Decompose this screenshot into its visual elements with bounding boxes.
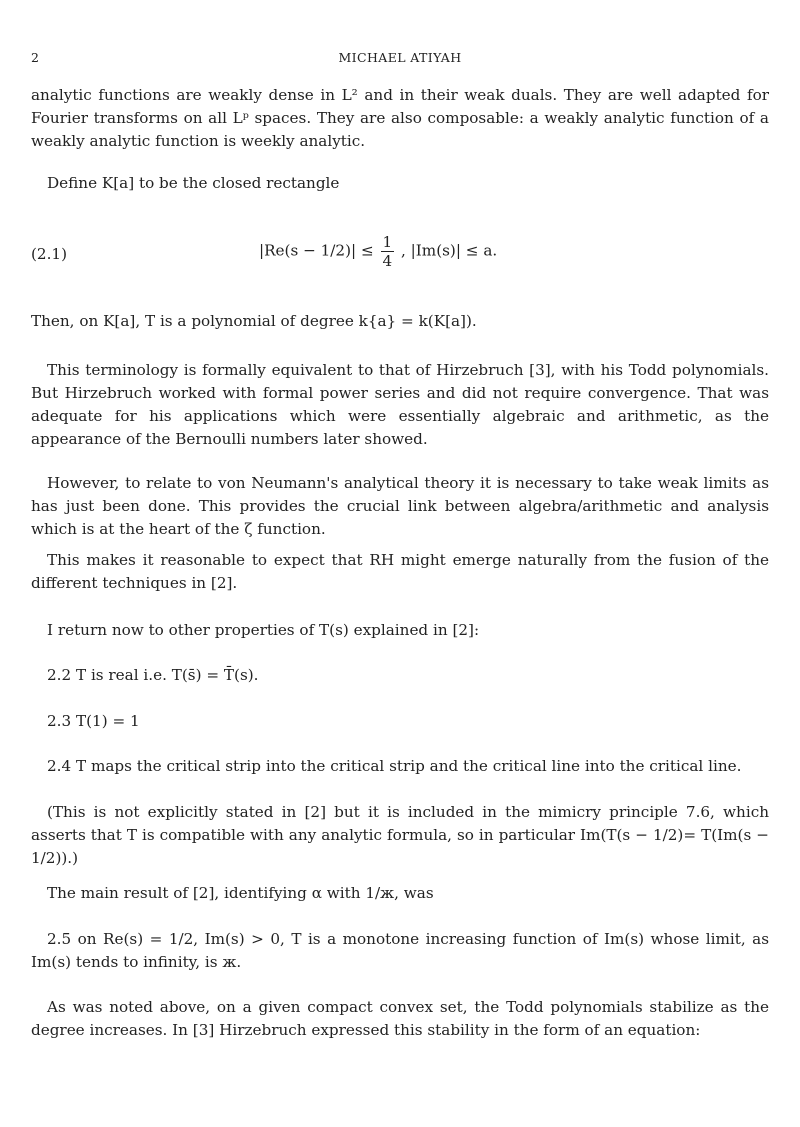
property-2-4: 2.4 T maps the critical strip into the critical strip and the critical line into the critical line. <box>47 757 742 775</box>
paragraph-polynomial-degree: Then, on K[a], T is a polynomial of degree k{a} = k(K[a]). <box>31 312 477 330</box>
paragraph-define-rectangle: Define K[a] to be the closed rectangle <box>47 174 340 192</box>
property-2-3: 2.3 T(1) = 1 <box>47 712 140 730</box>
fraction-denominator: 4 <box>382 252 393 270</box>
equation-lhs: |Re(s − 1/2)| ≤ <box>259 241 374 260</box>
property-2-5: 2.5 on Re(s) = 1/2, Im(s) > 0, T is a monotone increasing function of Im(s) whose limit, as Im(s) tends to infinity, is ж. <box>31 930 769 971</box>
paragraph-hirzebruch: This terminology is formally equivalent to that of Hirzebruch [3], with his Todd polynomials. But Hirzebruch worked with formal power series and did not require convergence. That was adequate for his applications which were essentially algebraic and arithmetic, as the appearance of the Bernoulli numbers later showed. <box>31 361 769 448</box>
paragraph-mimicry-principle: (This is not explicitly stated in [2] but it is included in the mimicry principle 7.6, which asserts that T is compatible with any analytic formula, so in particular Im(T(s − 1/2)= T(Im(s − 1/2)).) <box>31 803 769 867</box>
paper-page <box>31 0 769 1127</box>
equation-fraction <box>381 233 395 270</box>
fraction-numerator: 1 <box>382 233 393 251</box>
running-header <box>31 50 769 68</box>
paragraph-main-result: The main result of [2], identifying α with 1/ж, was <box>47 884 434 902</box>
equation-rhs: , |Im(s)| ≤ a. <box>401 241 498 260</box>
paragraph-other-properties: I return now to other properties of T(s) explained in [2]: <box>47 621 480 639</box>
paragraph-rh-fusion: This makes it reasonable to expect that RH might emerge naturally from the fusion of the different techniques in [2]. <box>31 551 769 592</box>
equation-2-1 <box>31 233 769 277</box>
property-2-2: 2.2 T is real i.e. T(s̄) = T̄(s). <box>47 666 259 684</box>
paragraph-von-neumann: However, to relate to von Neumann's analytical theory it is necessary to take weak limits as has just been done. This provides the crucial link between algebra/arithmetic and analysis which is at the heart of the ζ function. <box>31 474 769 538</box>
paragraph-weak-duals: analytic functions are weakly dense in L² and in their weak duals. They are well adapted for Fourier transforms on all Lᵖ spaces. They are also composable: a weakly analytic function of a weakly analytic function is weekly analytic. <box>31 86 769 150</box>
equation-label: (2.1) <box>31 245 68 263</box>
paragraph-todd-stability: As was noted above, on a given compact convex set, the Todd polynomials stabilize as the degree increases. In [3] Hirzebruch expressed this stability in the form of an equation: <box>31 998 769 1039</box>
running-title: MICHAEL ATIYAH <box>338 50 462 65</box>
equation-body <box>259 233 497 270</box>
page-number: 2 <box>31 50 40 65</box>
